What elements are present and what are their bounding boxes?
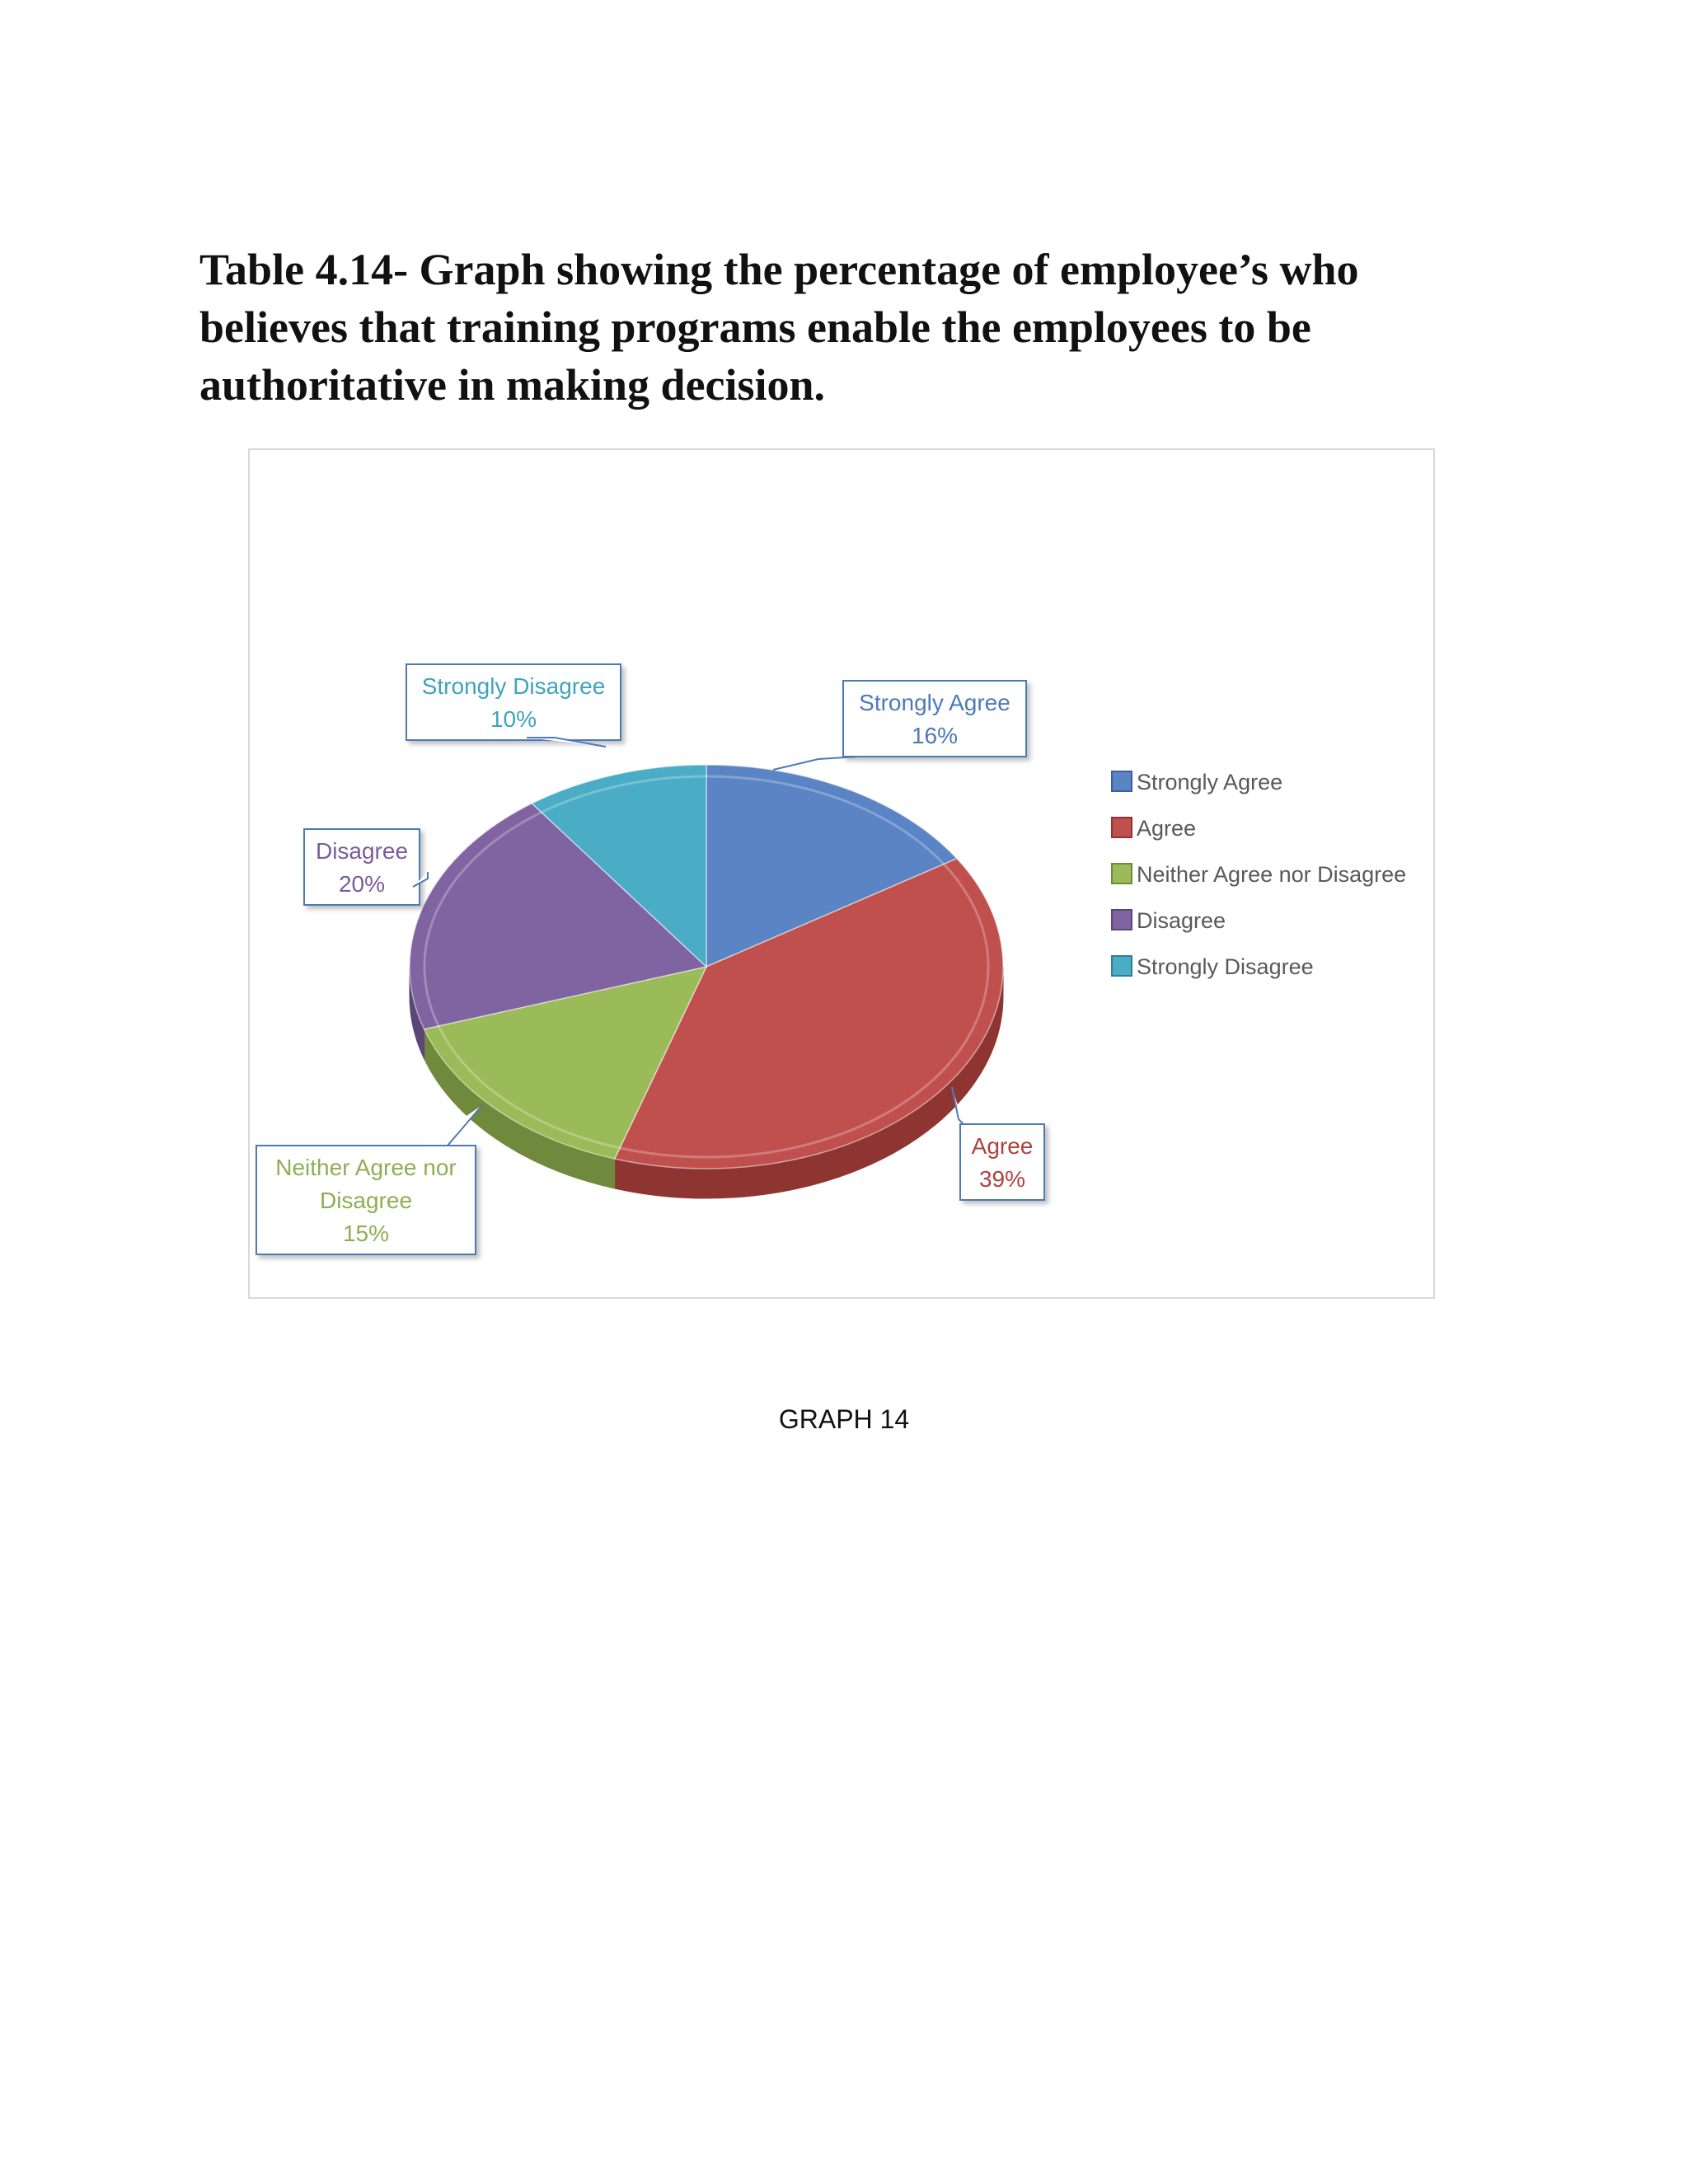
- callout-category-label: Disagree: [319, 1188, 413, 1213]
- heading-line-2: believes that training programs enable the employees to be: [199, 302, 1311, 352]
- pie-chart: [250, 450, 1433, 1297]
- callout-category-label: Disagree: [315, 838, 409, 864]
- legend-label: Neither Agree nor Disagree: [1137, 862, 1407, 887]
- graph-caption: GRAPH 14: [778, 1404, 910, 1434]
- callout-percent-label: 10%: [490, 706, 537, 732]
- pie-slices: [410, 765, 1003, 1198]
- legend-item-agree: [1112, 816, 1196, 841]
- legend-item-strongly-disagree: [1112, 954, 1314, 979]
- callout-category-label: Strongly Agree: [859, 690, 1010, 715]
- legend-label: Strongly Agree: [1137, 770, 1283, 794]
- legend-item-neither-agree-nor-disagree: [1112, 862, 1406, 887]
- legend-swatch: [1112, 956, 1132, 976]
- callout-neither-agree-nor-disagree: [256, 1105, 482, 1254]
- pie-chart-frame: [248, 448, 1435, 1299]
- legend-item-strongly-agree: [1112, 770, 1282, 794]
- callout-category-label: Neither Agree nor: [275, 1155, 457, 1180]
- chart-legend: [1112, 770, 1406, 979]
- callout-percent-label: 16%: [911, 723, 959, 748]
- callout-pointer: [773, 757, 860, 770]
- legend-item-disagree: [1112, 908, 1226, 933]
- legend-label: Strongly Disagree: [1137, 954, 1314, 979]
- legend-swatch: [1112, 910, 1132, 930]
- callout-percent-label: 20%: [338, 871, 386, 897]
- heading-line-3: authoritative in making decision.: [199, 360, 826, 410]
- page-heading: [199, 241, 1452, 414]
- legend-swatch: [1112, 818, 1132, 837]
- callout-category-label: Strongly Disagree: [421, 673, 606, 699]
- heading-line-1: Table 4.14- Graph showing the percentage of employee’s who: [199, 245, 1359, 294]
- callout-percent-label: 39%: [978, 1166, 1026, 1192]
- legend-swatch: [1112, 864, 1132, 883]
- callout-disagree: [304, 829, 428, 905]
- legend-label: Disagree: [1137, 908, 1226, 933]
- callout-strongly-disagree: [406, 664, 621, 747]
- callout-percent-label: 15%: [342, 1221, 390, 1246]
- callout-category-label: Agree: [971, 1133, 1034, 1159]
- legend-label: Agree: [1137, 816, 1197, 841]
- callout-strongly-agree: [773, 681, 1026, 770]
- legend-swatch: [1112, 771, 1132, 791]
- callout-agree: [952, 1087, 1044, 1200]
